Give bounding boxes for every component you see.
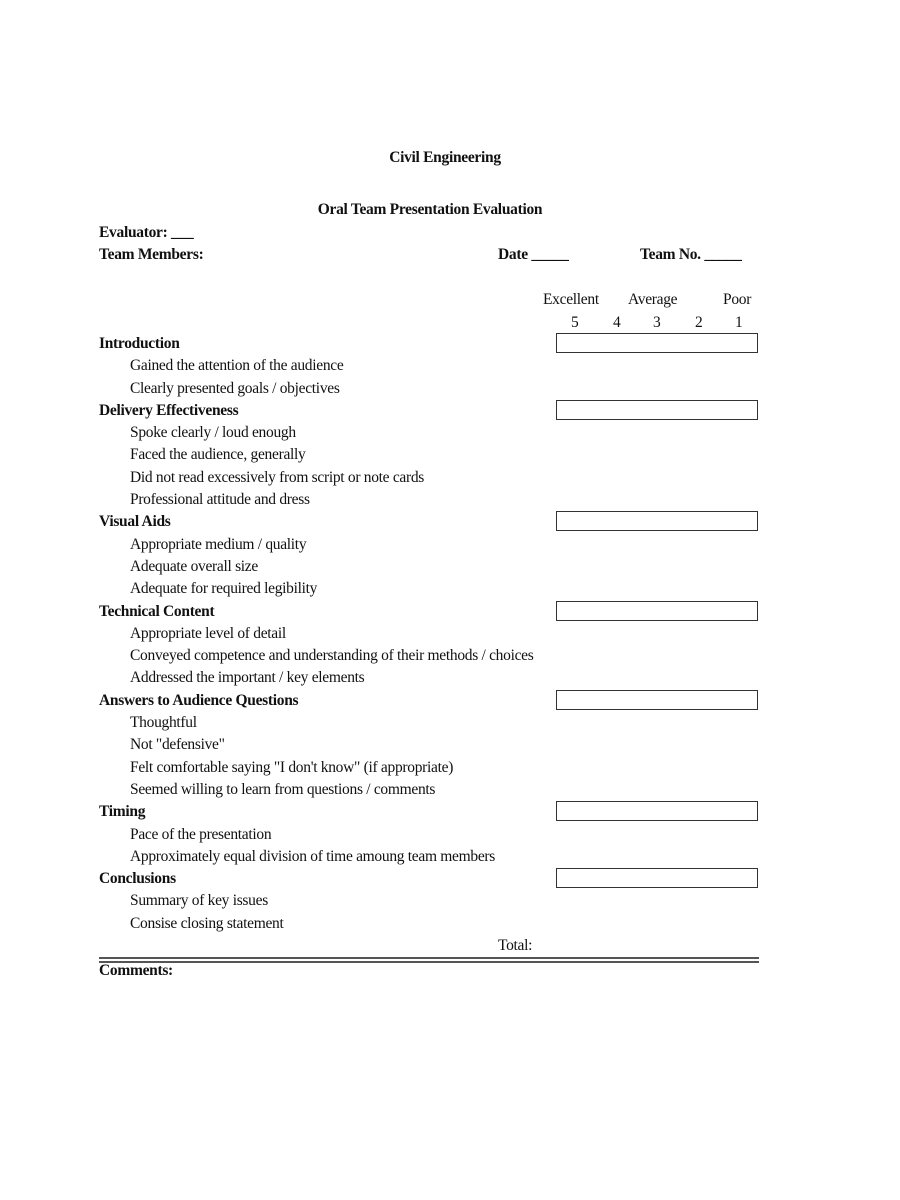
criterion-item: Appropriate level of detail: [130, 624, 286, 642]
total-label: Total:: [498, 937, 533, 955]
department-title: Civil Engineering: [389, 149, 501, 166]
section-title: Technical Content: [99, 602, 215, 620]
team-no-field[interactable]: Team No. _____: [640, 246, 742, 263]
criterion-item: Gained the attention of the audience: [130, 357, 344, 375]
section-title: Introduction: [99, 335, 180, 352]
section-title: Delivery Effectiveness: [99, 401, 239, 419]
score-input-box[interactable]: [556, 333, 758, 353]
scale-average: Average: [628, 291, 678, 308]
criterion-item: Faced the audience, generally: [130, 446, 306, 464]
section-title: Conclusions: [99, 870, 176, 888]
scale-poor: Poor: [723, 291, 752, 308]
scale-number: 5: [571, 314, 579, 331]
comments-label: Comments:: [99, 962, 173, 979]
scale-number: 4: [613, 314, 621, 331]
scale-number: 2: [695, 314, 703, 331]
criterion-item: Consise closing statement: [130, 914, 284, 932]
criterion-item: Spoke clearly / loud enough: [130, 424, 296, 442]
form-title: Oral Team Presentation Evaluation: [317, 201, 543, 218]
section-heading: [99, 511, 769, 533]
section-title: Visual Aids: [99, 513, 171, 531]
score-input-box[interactable]: [556, 868, 758, 888]
score-input-box[interactable]: [556, 511, 758, 531]
criterion-item: Professional attitude and dress: [130, 491, 310, 509]
criterion-item: Summary of key issues: [130, 892, 268, 910]
criterion-item: Adequate for required legibility: [130, 580, 318, 598]
section-heading: [99, 868, 769, 890]
section-heading: [99, 400, 769, 422]
criterion-item: Clearly presented goals / objectives: [130, 379, 340, 397]
score-input-box[interactable]: [556, 801, 758, 821]
scale-number: 3: [653, 314, 661, 331]
criterion-item: Conveyed competence and understanding of their methods / choices: [130, 647, 534, 665]
double-rule: [99, 957, 759, 963]
criterion-item: Addressed the important / key elements: [130, 669, 365, 687]
criterion-item: Approximately equal division of time amoung team members: [130, 847, 496, 865]
criterion-item: Seemed willing to learn from questions / comments: [130, 780, 436, 798]
evaluator-field[interactable]: Evaluator: ___: [99, 224, 194, 241]
score-input-box[interactable]: [556, 690, 758, 710]
team-members-label: Team Members:: [99, 246, 204, 263]
criterion-item: Adequate overall size: [130, 557, 258, 575]
section-heading: [99, 333, 769, 355]
section-heading: [99, 690, 769, 712]
date-field[interactable]: Date _____: [498, 246, 569, 263]
criterion-item: Not "defensive": [130, 736, 225, 754]
criterion-item: Pace of the presentation: [130, 825, 272, 843]
scale-number: 1: [735, 314, 743, 331]
section-heading: [99, 801, 769, 823]
section-title: Answers to Audience Questions: [99, 691, 299, 709]
criterion-item: Did not read excessively from script or note cards: [130, 468, 425, 486]
section-title: Timing: [99, 803, 146, 821]
section-heading: [99, 601, 769, 623]
score-input-box[interactable]: [556, 601, 758, 621]
evaluation-sections: [99, 333, 769, 957]
score-input-box[interactable]: [556, 400, 758, 420]
criterion-item: Felt comfortable saying "I don't know" (if appropriate): [130, 758, 454, 776]
criterion-item: Thoughtful: [130, 714, 197, 732]
scale-excellent: Excellent: [543, 291, 599, 308]
criterion-item: Appropriate medium / quality: [130, 535, 307, 553]
